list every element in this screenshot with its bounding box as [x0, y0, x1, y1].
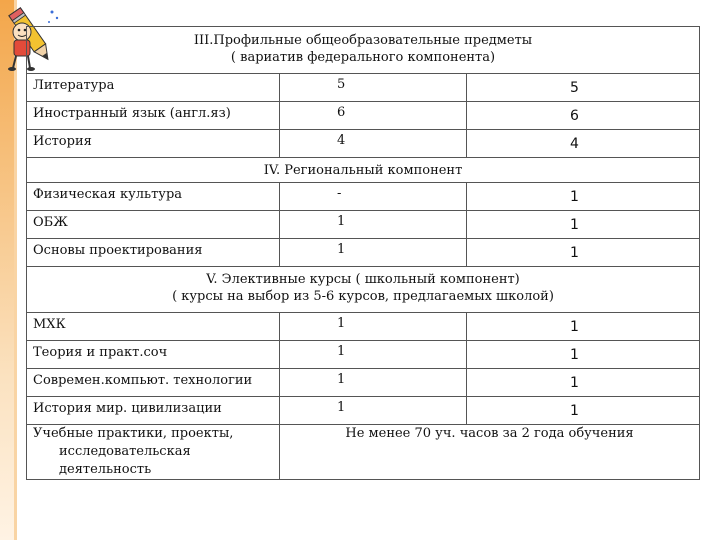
practice-line: Учебные практики, проекты,	[33, 426, 234, 441]
hours-value: 4	[570, 136, 579, 152]
practice-line: исследовательская	[59, 444, 191, 459]
table-row-practice	[27, 425, 699, 479]
section-title: IV. Региональный компонент	[263, 163, 463, 178]
subject-name: Физическая культура	[33, 187, 183, 202]
section-title: III.Профильные общеобразовательные предметы	[193, 33, 533, 48]
table-row	[27, 183, 699, 211]
hours-value: 6	[337, 105, 346, 120]
section-title: V. Элективные курсы ( школьный компонент)	[206, 272, 520, 287]
section-subtitle: ( вариатив федерального компонента)	[230, 50, 496, 65]
hours-value: 1	[570, 403, 579, 419]
practice-hours-note: Не менее 70 уч. часов за 2 года обучения	[345, 426, 634, 441]
subject-name: История мир. цивилизации	[33, 401, 222, 416]
hours-value: 1	[337, 242, 346, 257]
hours-value: 1	[570, 347, 579, 363]
hours-value: 1	[570, 375, 579, 391]
practice-description	[33, 425, 233, 479]
hours-value: -	[337, 186, 342, 201]
section-header-elective	[27, 267, 699, 313]
subject-name: Современ.компьют. технологии	[33, 373, 253, 388]
subject-name: Литература	[33, 78, 115, 93]
subject-name: ОБЖ	[33, 215, 68, 230]
table-row	[27, 102, 699, 130]
hours-value: 1	[337, 316, 346, 331]
hours-value: 1	[337, 372, 346, 387]
hours-value: 1	[337, 344, 346, 359]
hours-value: 1	[337, 214, 346, 229]
curriculum-table	[26, 26, 700, 480]
hours-value: 1	[570, 245, 579, 261]
hours-value: 4	[337, 133, 346, 148]
decorative-left-bar	[0, 0, 14, 540]
table-row	[27, 341, 699, 369]
hours-value: 5	[570, 80, 579, 96]
table-row	[27, 130, 699, 158]
subject-name: История	[33, 134, 92, 149]
subject-name: Теория и практ.соч	[33, 345, 168, 360]
practice-line: деятельность	[59, 462, 152, 477]
table-row	[27, 211, 699, 239]
decorative-left-bar-stripe	[14, 0, 17, 540]
hours-value: 1	[570, 319, 579, 335]
section-header-regional	[27, 158, 699, 183]
subject-name: Основы проектирования	[33, 243, 203, 258]
section-header-profile	[27, 27, 699, 74]
hours-value: 1	[570, 189, 579, 205]
table-row	[27, 369, 699, 397]
hours-value: 5	[337, 77, 346, 92]
section-subtitle: ( курсы на выбор из 5-6 курсов, предлагаемых школой)	[172, 289, 554, 304]
hours-value: 1	[337, 400, 346, 415]
table-row	[27, 74, 699, 102]
subject-name: МХК	[33, 317, 66, 332]
table-row	[27, 313, 699, 341]
subject-name: Иностранный язык (англ.яз)	[33, 106, 231, 121]
table-row	[27, 239, 699, 267]
hours-value: 6	[570, 108, 579, 124]
hours-value: 1	[570, 217, 579, 233]
table-row	[27, 397, 699, 425]
